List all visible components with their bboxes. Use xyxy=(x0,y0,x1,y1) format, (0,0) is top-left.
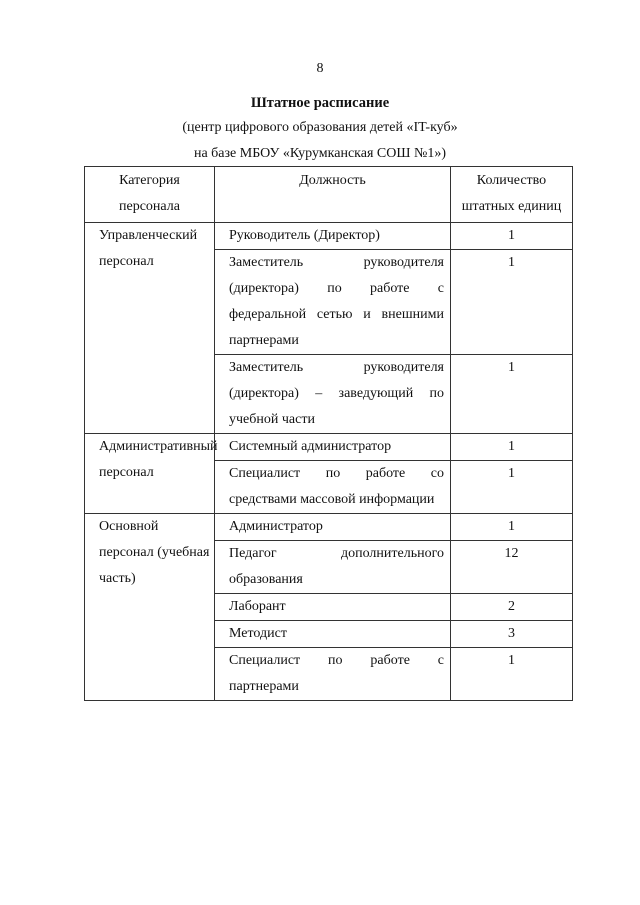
position-cell: Лаборант xyxy=(215,594,451,621)
subtitle-line-1: (центр цифрового образования детей «IT-куб» xyxy=(182,120,458,135)
category-administrative: Административный персонал xyxy=(85,434,215,514)
table-row xyxy=(85,223,573,250)
position-cell: Методист xyxy=(215,621,451,648)
count-cell: 1 xyxy=(451,514,573,541)
count-cell: 1 xyxy=(451,461,573,514)
count-cell: 1 xyxy=(451,355,573,434)
position-cell: Специалист по работе с партнерами xyxy=(215,648,451,701)
header-category: Категория персонала xyxy=(85,167,215,223)
position-cell: Заместитель руководителя (директора) по работе с федеральной сетью и внешними партнерами xyxy=(215,250,451,355)
position-cell: Системный администратор xyxy=(215,434,451,461)
staff-table xyxy=(84,166,573,701)
page-number: 8 xyxy=(316,61,324,76)
header-count: Количество штатных единиц xyxy=(451,167,573,223)
count-cell: 12 xyxy=(451,541,573,594)
table-header-row xyxy=(85,167,573,223)
header-position: Должность xyxy=(215,167,451,223)
count-cell: 3 xyxy=(451,621,573,648)
document-title: Штатное расписание xyxy=(250,95,390,111)
count-cell: 1 xyxy=(451,250,573,355)
table-row xyxy=(85,434,573,461)
position-cell: Администратор xyxy=(215,514,451,541)
position-cell: Руководитель (Директор) xyxy=(215,223,451,250)
count-cell: 2 xyxy=(451,594,573,621)
category-management: Управленческий персонал xyxy=(85,223,215,434)
count-cell: 1 xyxy=(451,223,573,250)
position-cell: Заместитель руководителя (директора) – заведующий по учебной части xyxy=(215,355,451,434)
category-core-staff: Основной персонал (учебная часть) xyxy=(85,514,215,701)
subtitle-line-2: на базе МБОУ «Курумканская СОШ №1») xyxy=(193,146,447,161)
count-cell: 1 xyxy=(451,648,573,701)
count-cell: 1 xyxy=(451,434,573,461)
table-row xyxy=(85,514,573,541)
position-cell: Педагог дополнительного образования xyxy=(215,541,451,594)
position-cell: Специалист по работе со средствами массовой информации xyxy=(215,461,451,514)
